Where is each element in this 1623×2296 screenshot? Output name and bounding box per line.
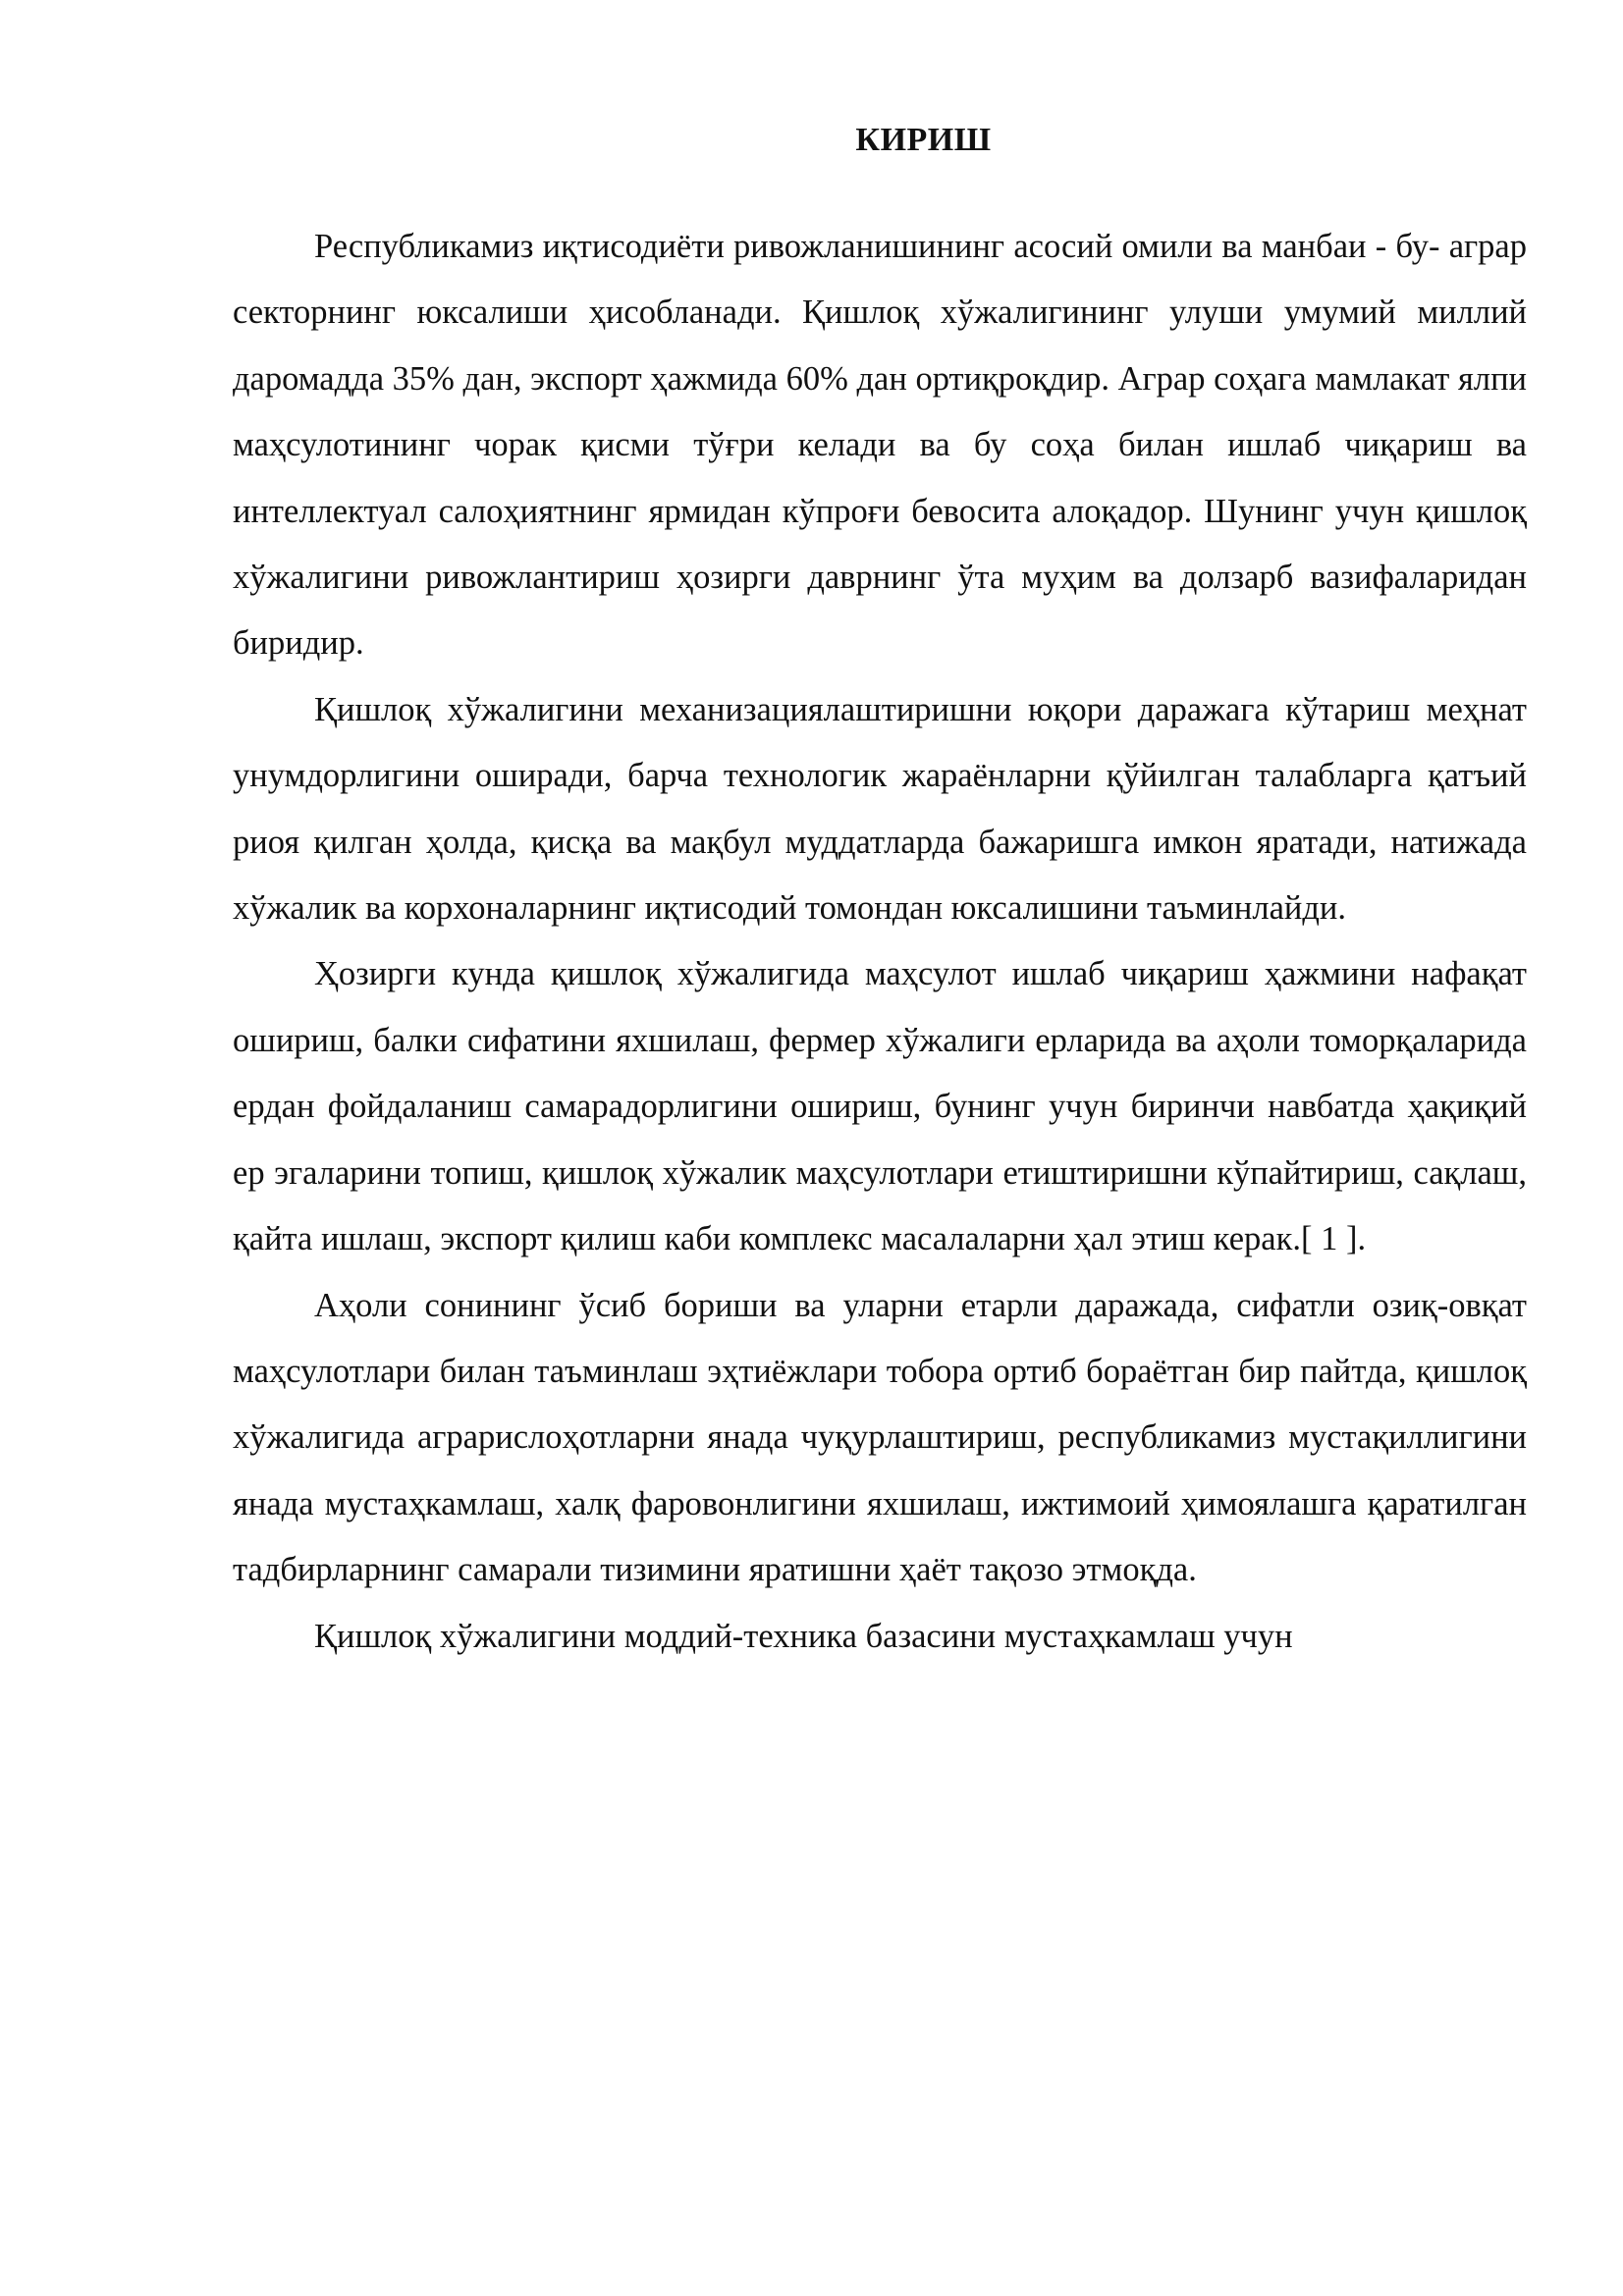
paragraph: Қишлоқ хўжалигини механизациялаштиришни юқори даражага кўтариш меҳнат унумдорлигини оширади, барча технологик жараёнларни қўйилган талабларга қатъий риоя қилган ҳолда, қисқа ва мақбул муддатларда бажаришга имкон яратади, натижада хўжалик ва корхоналарнинг иқтисодий томондан юксалишини таъминлайди. [233,690,1527,928]
paragraph: Республикамиз иқтисодиёти ривожланишининг асосий омили ва манбаи - бу- аграр секторнинг юксалиши ҳисобланади. Қишлоқ хўжалигининг улуши умумий миллий даромадда 35% дан, экспорт ҳажмида 60% дан ортиқроқдир. Аграр соҳага мамлакат ялпи маҳсулотининг чорак қисми тўғри келади ва бу соҳа билан ишлаб чиқариш ва интеллектуал салоҳиятнинг ярмидан кўпроғи бевосита алоқадор. Шунинг учун қишлоқ хўжалигини ривожлантириш ҳозирги даврнинг ўта муҳим ва долзарб вазифаларидан биридир. [233,228,1527,663]
paragraph: Ҳозирги кунда қишлоқ хўжалигида маҳсулот ишлаб чиқариш ҳажмини нафақат ошириш, балки сифатини яхшилаш, фермер хўжалиги ерларида ва аҳоли томорқаларида ердан фойдаланиш самарадорлигини ошириш, бунинг учун биринчи навбатда ҳақиқий ер эгаларини топиш, қишлоқ хўжалик маҳсулотлари етиштиришни кўпайтириш, сақлаш, қайта ишлаш, экспорт қилиш каби комплекс масалаларни ҳал этиш керак.[ 1 ]. [233,955,1527,1258]
paragraph: Аҳоли сонининг ўсиб бориши ва уларни етарли даражада, сифатли озиқ-овқат маҳсулотлари билан таъминлаш эҳтиёжлари тобора ортиб бораётган бир пайтда, қишлоқ хўжалигида аграрислоҳотларни янада чуқурлаштириш, республикамиз мустақиллигини янада мустаҳкамлаш, халқ фаровонлигини яхшилаш, ижтимоий ҳимоялашга қаратилган тадбирларнинг самарали тизимини яратишни ҳаёт тақозо этмоқда. [233,1286,1527,1589]
paragraph: Қишлоқ хўжалигини моддий-техника базасини мустаҳкамлаш учун [314,1617,1293,1655]
body-text [233,214,1527,1670]
page-title: КИРИШ [855,122,992,158]
